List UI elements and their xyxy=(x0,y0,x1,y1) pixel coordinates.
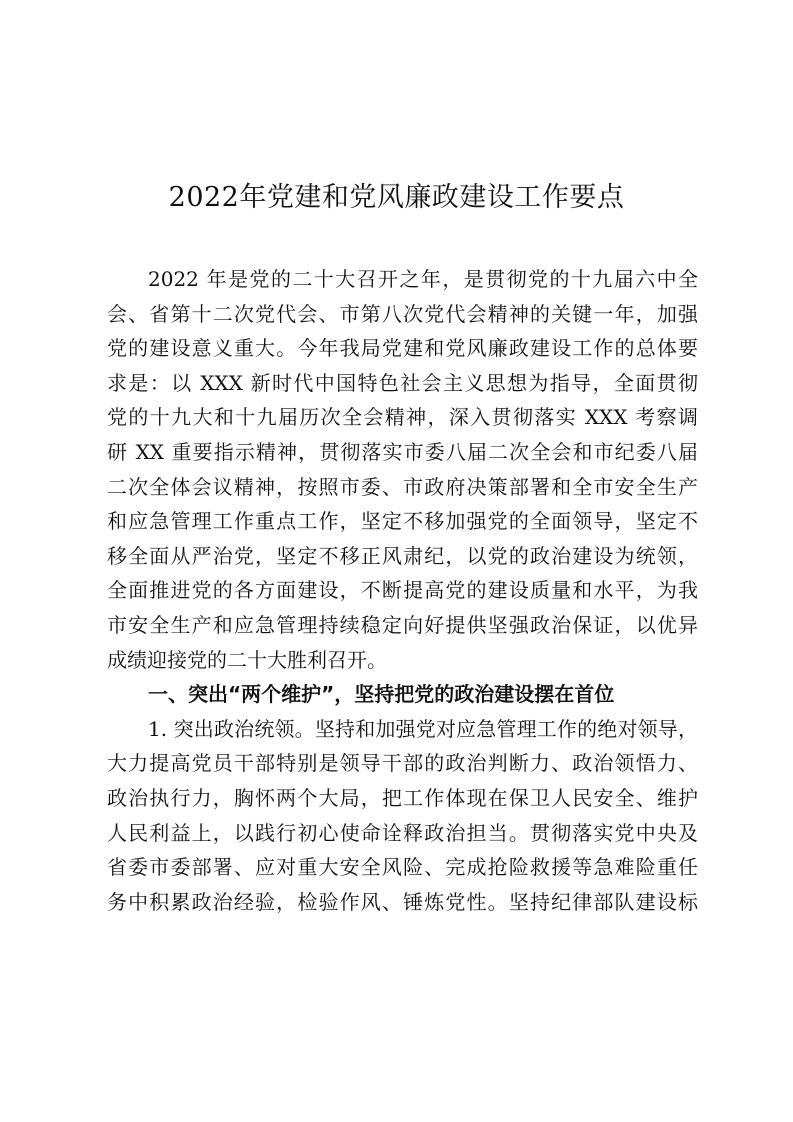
paragraph-line: 1. 突出政治统领。坚持和加强党对应急管理工作的绝对领导， xyxy=(148,716,698,741)
paragraph-line: 党的建设意义重大。今年我局党建和党风廉政建设工作的总体要 xyxy=(107,336,698,361)
paragraph-line: 务中积累政治经验，检验作风、锤炼党性。坚持纪律部队建设标 xyxy=(107,889,698,914)
paragraph-line: 全面推进党的各方面建设，不断提高党的建设质量和水平，为我 xyxy=(107,578,698,603)
intro-paragraph xyxy=(107,262,698,677)
paragraph-line: 二次全体会议精神，按照市委、市政府决策部署和全市安全生产 xyxy=(107,474,698,499)
section-heading-1: 一、突出“两个维护”，坚持把党的政治建设摆在首位 xyxy=(148,682,615,707)
paragraph-line: 人民利益上，以践行初心使命诠释政治担当。贯彻落实党中央及 xyxy=(107,820,698,845)
paragraph-line: 市安全生产和应急管理持续稳定向好提供坚强政治保证，以优异 xyxy=(107,612,698,637)
paragraph-line: 成绩迎接党的二十大胜利召开。 xyxy=(107,647,387,672)
paragraph-line: 会、省第十二次党代会、市第八次党代会精神的关键一年，加强 xyxy=(107,301,698,326)
paragraph-line: 和应急管理工作重点工作，坚定不移加强党的全面领导，坚定不 xyxy=(107,509,698,534)
paragraph-line: 省委市委部署、应对重大安全风险、完成抢险救援等急难险重任 xyxy=(107,855,698,880)
paragraph-line: 移全面从严治党，坚定不移正风肃纪，以党的政治建设为统领， xyxy=(107,543,698,568)
paragraph-line: 2022 年是党的二十大召开之年，是贯彻党的十九届六中全 xyxy=(148,267,698,291)
paragraph-line: 政治执行力，胸怀两个大局，把工作体现在保卫人民安全、维护 xyxy=(107,785,698,810)
paragraph-line: 大力提高党员干部特别是领导干部的政治判断力、政治领悟力、 xyxy=(107,751,698,776)
document-body xyxy=(107,262,698,919)
paragraph-line: 研 XX 重要指示精神，贯彻落实市委八届二次全会和市纪委八届 xyxy=(107,439,698,464)
document-title: 2022年党建和党风廉政建设工作要点 xyxy=(168,182,625,213)
paragraph-line: 党的十九大和十九届历次全会精神，深入贯彻落实 XXX 考察调 xyxy=(107,405,698,430)
item-1-paragraph xyxy=(107,712,698,920)
paragraph-line: 求是：以 XXX 新时代中国特色社会主义思想为指导，全面贯彻 xyxy=(107,370,698,395)
